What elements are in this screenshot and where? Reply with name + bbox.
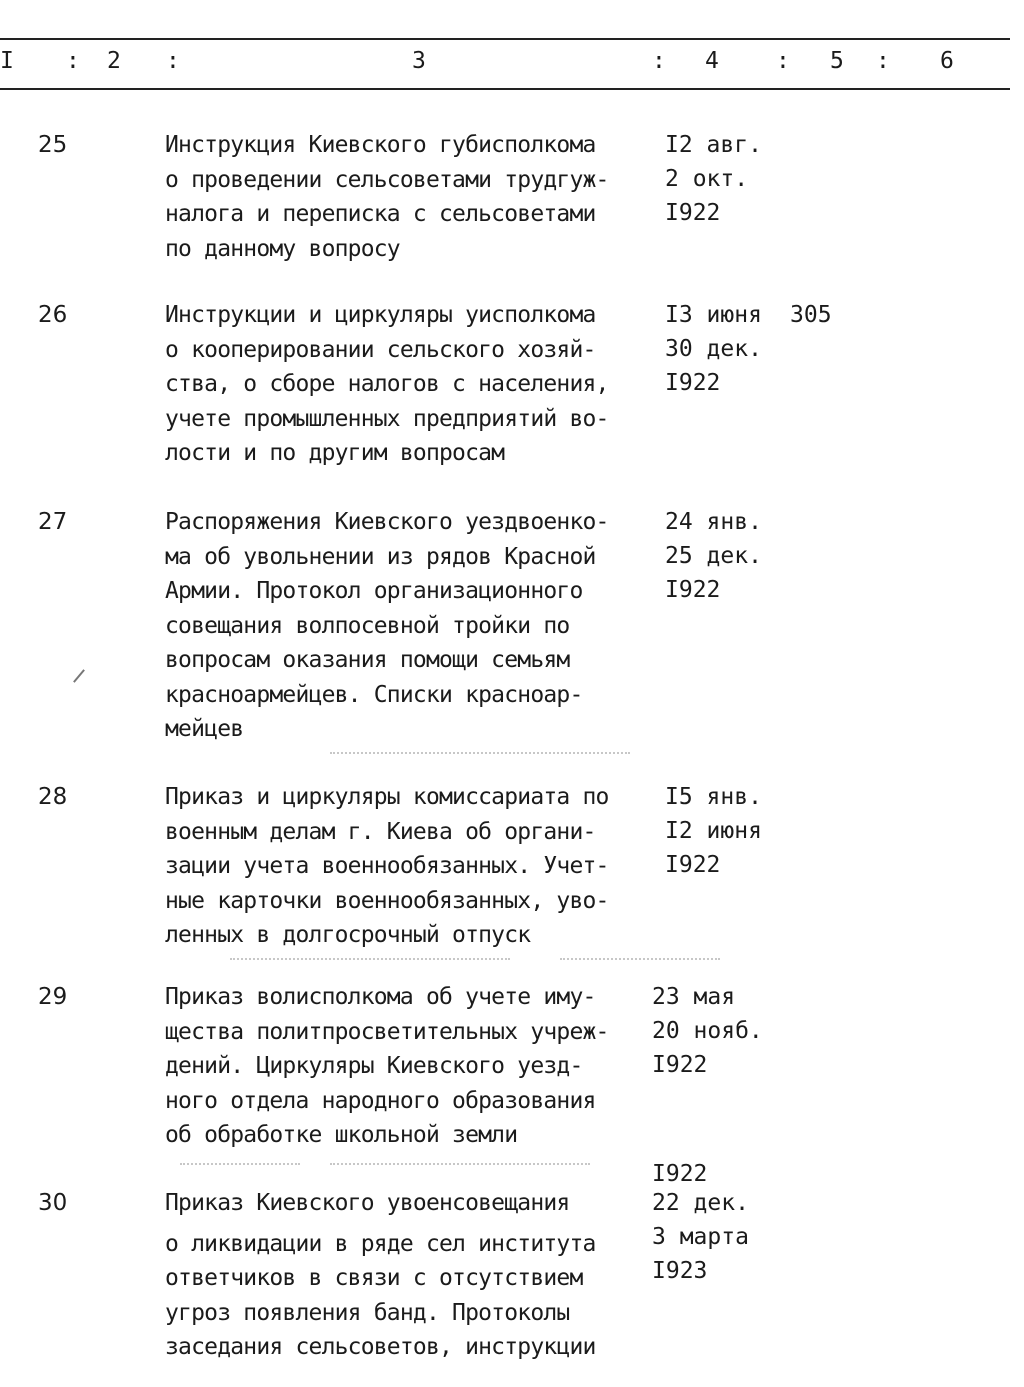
date-end: 2 окт.	[665, 166, 749, 192]
header-separator: :	[166, 48, 180, 74]
description-line: Инструкция Киевского губисполкома	[165, 132, 596, 158]
description-line: ного отдела народного образования	[165, 1087, 596, 1114]
header-col-1: I	[0, 48, 14, 74]
date-start: I5 янв.	[665, 784, 762, 810]
entry-sheet-count: 305	[790, 302, 832, 328]
date-end: 30 дек.	[665, 336, 762, 362]
description-line: о ликвидации в ряде сел института	[165, 1230, 596, 1257]
date-year: I922	[665, 577, 721, 603]
entry-description	[165, 505, 645, 747]
description-line: Приказ Киевского увоенсовещания	[165, 1190, 570, 1216]
date-year: I922	[665, 852, 721, 878]
entry-number: 26	[38, 302, 68, 328]
description-line: лости и по другим вопросам	[165, 440, 505, 466]
pen-mark	[73, 669, 85, 683]
entry-dates	[665, 505, 762, 607]
date-start: 22 дек.	[652, 1190, 749, 1216]
description-line: заседания сельсоветов, инструкции	[165, 1334, 596, 1360]
description-line: Инструкции и циркуляры уисполкома	[165, 302, 596, 328]
date-year: I922	[665, 370, 721, 396]
description-line: военным делам г. Киева об органи-	[165, 818, 596, 845]
date-start: I2 авг.	[665, 132, 762, 158]
date-end: 20 нояб.	[652, 1018, 763, 1044]
header-separator: :	[876, 48, 890, 74]
description-line: вопросам оказания помощи семьям	[165, 647, 570, 673]
scan-speckle	[230, 958, 510, 961]
entry-dates	[665, 780, 762, 882]
header-bottom-rule	[0, 88, 1010, 90]
date-end: 25 дек.	[665, 543, 762, 569]
description-line: ответчиков в связи с отсутствием	[165, 1265, 583, 1291]
header-col-4: 4	[705, 48, 719, 74]
description-line: красноармейцев. Списки красноар-	[165, 681, 583, 708]
entry-number: 30	[38, 1190, 68, 1216]
entry-number: 29	[38, 984, 68, 1010]
description-line: Приказ и циркуляры комиссариата по	[165, 784, 609, 810]
entry-number: 28	[38, 784, 68, 810]
description-line: ства, о сборе налогов с населения,	[165, 371, 609, 397]
date-end: I2 июня	[665, 818, 762, 844]
description-line: о кооперировании сельского хозяй-	[165, 336, 596, 363]
description-line: зации учета военнообязанных. Учет-	[165, 853, 609, 879]
entry-dates	[665, 298, 762, 400]
entry-dates	[665, 128, 762, 230]
date-year: I922	[652, 1052, 708, 1078]
description-line: Распоряжения Киевского уездвоенко-	[165, 509, 609, 535]
description-line: по данному вопросу	[165, 235, 400, 262]
date-end: 3 марта	[652, 1224, 749, 1250]
entry-number: 25	[38, 132, 68, 158]
entry-description	[165, 1186, 645, 1365]
entry-description	[165, 780, 645, 953]
date-start: I3 июня	[665, 302, 762, 328]
scan-speckle	[330, 1163, 590, 1166]
header-col-3: 3	[412, 48, 426, 74]
description-line: налога и переписка с сельсоветами	[165, 201, 596, 227]
entry-dates	[652, 1186, 749, 1288]
description-line: об обработке школьной земли	[165, 1122, 518, 1148]
date-start: 24 янв.	[665, 509, 762, 535]
entry-description	[165, 128, 645, 266]
header-separator: :	[66, 48, 80, 74]
description-line: Приказ волисполкома об учете иму-	[165, 984, 596, 1010]
scan-speckle	[560, 958, 720, 961]
description-line: ные карточки военнообязанных, уво-	[165, 887, 609, 914]
description-line: ма об увольнении из рядов Красной	[165, 543, 596, 570]
description-line: совещания волпосевной тройки по	[165, 612, 570, 639]
entry-description	[165, 298, 645, 471]
header-top-rule	[0, 38, 1010, 40]
date-year: I922	[665, 200, 721, 226]
scan-speckle	[180, 1163, 300, 1166]
scan-speckle	[330, 752, 630, 755]
header-col-5: 5	[830, 48, 844, 74]
description-line: дений. Циркуляры Киевского уезд-	[165, 1053, 583, 1079]
description-line: мейцев	[165, 716, 244, 742]
entry-description	[165, 980, 645, 1153]
description-line: щества политпросветительных учреж-	[165, 1018, 609, 1045]
date-year: I923	[652, 1258, 708, 1284]
description-line: учете промышленных предприятий во-	[165, 405, 609, 432]
date-start: 23 мая	[652, 984, 736, 1010]
header-col-2: 2	[107, 48, 121, 74]
header-separator: :	[776, 48, 790, 74]
description-line: угроз появления банд. Протоколы	[165, 1299, 570, 1326]
entry-number: 27	[38, 509, 68, 535]
description-line: ленных в долгосрочный отпуск	[165, 922, 531, 948]
date-year-stray: I922	[652, 1161, 708, 1187]
entry-dates	[652, 980, 763, 1082]
header-col-6: 6	[940, 48, 954, 74]
header-separator: :	[652, 48, 666, 74]
description-line: о проведении сельсоветами трудгуж-	[165, 166, 609, 193]
description-line: Армии. Протокол организационного	[165, 578, 583, 604]
